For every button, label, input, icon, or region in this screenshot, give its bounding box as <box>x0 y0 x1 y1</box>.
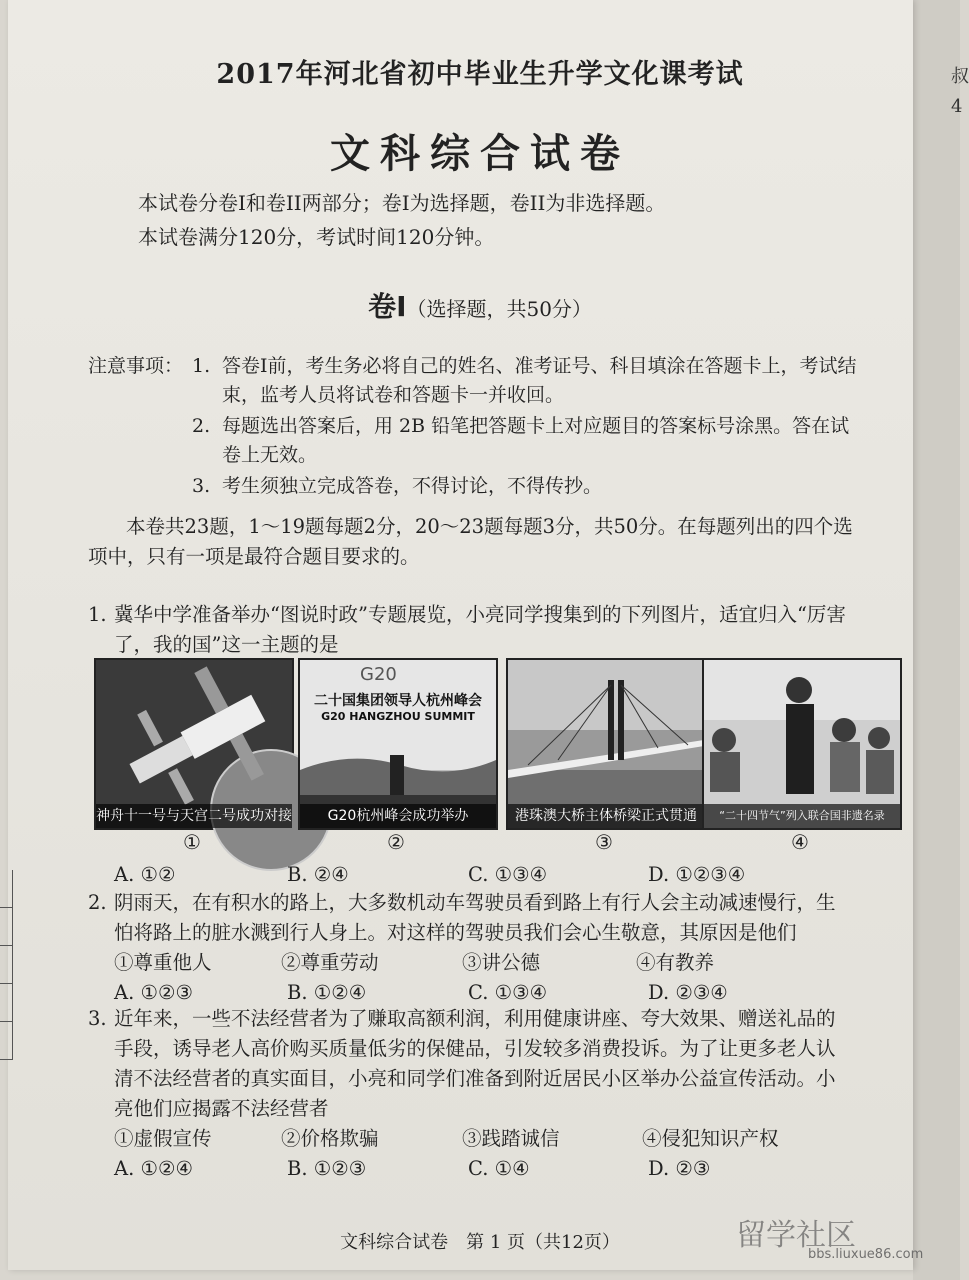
question-3 <box>88 1004 878 1184</box>
summit-sign: 二十国集团领导人杭州峰会 <box>314 693 482 709</box>
picture-number: ④ <box>791 830 809 854</box>
notice-num: 1. <box>192 355 211 377</box>
question-stem: 了，我的国”这一主题的是 <box>114 633 339 656</box>
paper-title: 文科综合试卷 <box>330 131 630 177</box>
statement: ③践踏诚信 <box>462 1127 560 1150</box>
picture-caption: G20杭州峰会成功举办 <box>300 804 496 828</box>
option: C. ①③④ <box>468 981 548 1004</box>
bridge-image <box>508 660 704 828</box>
option: A. ①② <box>114 863 176 886</box>
volume-subtitle: （选择题，共50分） <box>406 297 592 321</box>
notice-item <box>192 472 868 501</box>
notice-label: 注意事项： <box>88 355 184 377</box>
option: C. ①④ <box>468 1157 530 1180</box>
question-stem: 冀华中学准备举办“图说时政”专题展览，小亮同学搜集到的下列图片，适宜归入“厉害 <box>114 603 846 626</box>
volume-label: 卷I <box>368 290 407 323</box>
option: B. ①②④ <box>287 981 367 1004</box>
option: B. ②④ <box>287 863 349 886</box>
notice-text: 答卷I前，考生务必将自己的姓名、准考证号、科目填涂在答题卡上，考试结束，监考人员将试卷和答题卡一并收回。 <box>222 355 857 406</box>
question-stem: 亮他们应揭露不法经营者 <box>114 1097 329 1120</box>
bridge-photo <box>506 658 706 830</box>
spacecraft-photo <box>94 658 294 830</box>
picture-caption: 神舟十一号与天宫二号成功对接 <box>96 804 292 828</box>
option: A. ①②③ <box>114 981 193 1004</box>
unesco-meeting-image <box>704 660 900 828</box>
notice-item <box>192 352 868 410</box>
notice-text: 考生须独立完成答卷，不得讨论，不得传抄。 <box>222 475 603 497</box>
spacecraft-image <box>96 660 292 828</box>
page-footer: 文科综合试卷 第 1 页（共12页） <box>340 1232 620 1253</box>
edge-fragment: 叔 <box>951 66 969 87</box>
statement: ③讲公德 <box>462 951 541 974</box>
question-1 <box>88 600 878 660</box>
notice-item <box>192 412 868 470</box>
notice-num: 2. <box>192 415 211 437</box>
summit-sign-en: G20 HANGZHOU SUMMIT <box>321 710 475 723</box>
picture-number: ② <box>387 830 405 854</box>
statement: ④侵犯知识产权 <box>642 1127 779 1150</box>
instruction: 本卷共23题，1～19题每题2分，20～23题每题3分，共50分。在每题列出的四个选项中，只有一项是最符合题目要求的。 <box>88 515 853 568</box>
question-number: 3. <box>88 1007 107 1030</box>
picture-caption: 港珠澳大桥主体桥梁正式贯通 <box>508 804 704 828</box>
option: D. ②③④ <box>648 981 728 1004</box>
question-stem: 怕将路上的脏水溅到行人身上。对这样的驾驶员我们会心生敬意，其原因是他们 <box>114 921 797 944</box>
answer-grid-edge <box>0 870 13 1060</box>
question-number: 1. <box>88 603 107 626</box>
statement: ①尊重他人 <box>114 951 212 974</box>
statement: ①虚假宣传 <box>114 1127 212 1150</box>
question-stem: 阴雨天，在有积水的路上，大多数机动车驾驶员看到路上有行人会主动减速慢行，生 <box>114 891 836 914</box>
intro <box>138 186 665 254</box>
option: B. ①②③ <box>287 1157 367 1180</box>
picture-caption: “二十四节气”列入联合国非遗名录 <box>704 804 900 828</box>
adjacent-page-edge <box>913 0 969 1280</box>
volume-title <box>0 285 960 325</box>
picture-number: ③ <box>595 830 613 854</box>
g20-logo: G20 <box>360 664 397 685</box>
notice-block <box>88 352 868 503</box>
watermark-logo: 留学社区 <box>736 1218 856 1253</box>
question-stem: 清不法经营者的真实面目，小亮和同学们准备到附近居民小区举办公益宣传活动。小 <box>114 1067 836 1090</box>
question-stem: 近年来，一些不法经营者为了赚取高额利润，利用健康讲座、夸大效果、赠送礼品的 <box>114 1007 836 1030</box>
statement: ④有教养 <box>636 951 715 974</box>
statement: ②尊重劳动 <box>281 951 379 974</box>
statement: ②价格欺骗 <box>281 1127 379 1150</box>
question-number: 2. <box>88 891 107 914</box>
notice-text: 每题选出答案后，用 2B 铅笔把答题卡上对应题目的答案标号涂黑。答在试卷上无效。 <box>222 415 850 466</box>
picture-number: ① <box>183 830 201 854</box>
watermark-url: bbs.liuxue86.com <box>808 1247 924 1262</box>
option: D. ①②③④ <box>648 863 746 886</box>
g20-summit-photo <box>298 658 498 830</box>
picture-row <box>94 658 885 860</box>
intro-line: 本试卷分卷I和卷II两部分；卷I为选择题，卷II为非选择题。 <box>138 191 666 215</box>
summit-image <box>300 660 496 828</box>
notice-num: 3. <box>192 475 211 497</box>
option: A. ①②④ <box>114 1157 193 1180</box>
solar-terms-photo <box>702 658 902 830</box>
exam-title: 2017年河北省初中毕业生升学文化课考试 <box>216 59 744 90</box>
question-1-options <box>88 860 878 890</box>
edge-fragment: 4 <box>951 96 963 117</box>
question-stem: 手段，诱导老人高价购买质量低劣的保健品，引发较多消费投诉。为了让更多老人认 <box>114 1037 836 1060</box>
option: D. ②③ <box>648 1157 711 1180</box>
question-2 <box>88 888 878 1008</box>
intro-line: 本试卷满分120分，考试时间120分钟。 <box>138 225 495 249</box>
option: C. ①③④ <box>468 863 548 886</box>
